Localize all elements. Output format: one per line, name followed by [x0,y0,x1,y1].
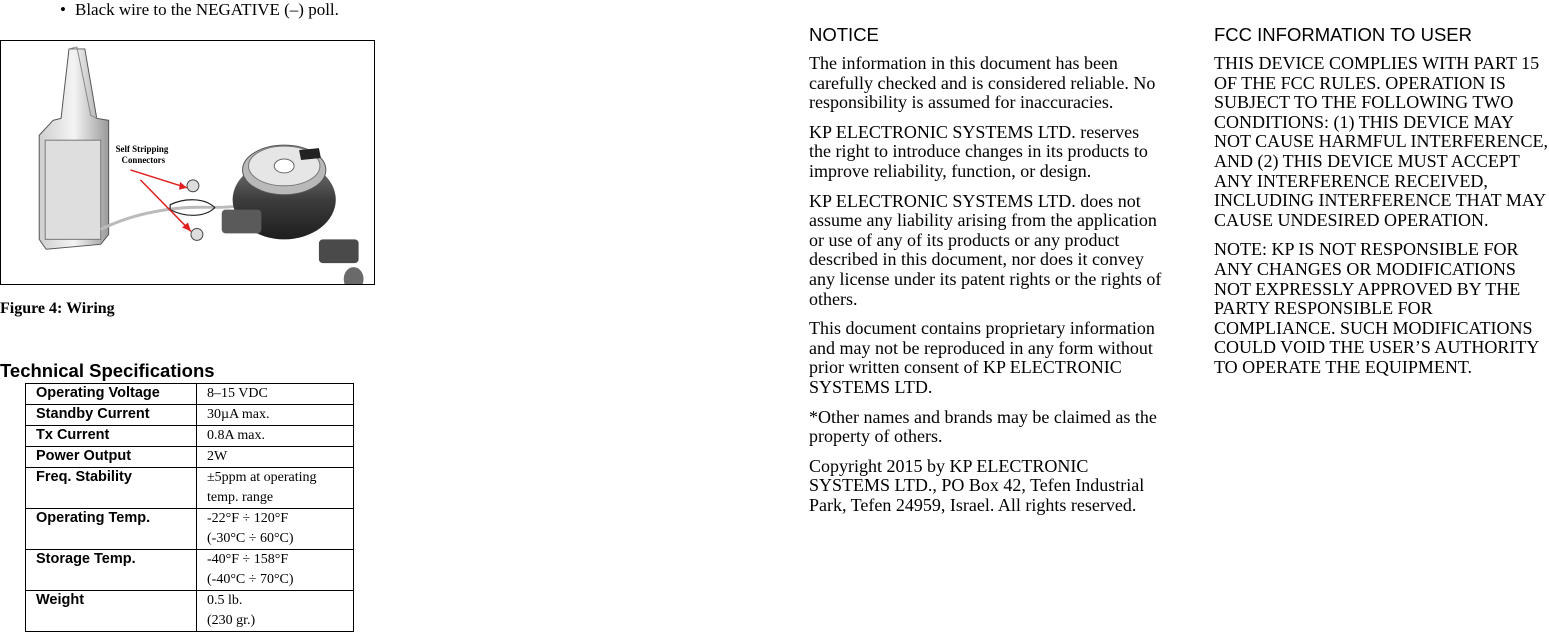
notice-paragraph: KP ELECTRONIC SYSTEMS LTD. reserves the right to introduce changes in its products to improve reliability, function, or design. [809,121,1148,181]
table-row [26,426,354,447]
table-row [26,405,354,426]
table-row [26,468,354,509]
spec-value [197,468,354,509]
spec-value [197,405,354,426]
wiring-figure [0,40,375,285]
table-row [26,591,354,632]
spec-value-line: 0.5 lb. [207,593,243,608]
figure-caption: Figure 4: Wiring [0,300,115,317]
spec-value-line: 2W [207,449,228,464]
spec-value-line: (-40°C ÷ 70°C) [207,572,294,587]
bullet-symbol: • [60,0,66,19]
fcc-heading: FCC INFORMATION TO USER [1214,24,1472,45]
spec-value [197,509,354,550]
spec-value [197,447,354,468]
spec-value-line: temp. range [207,490,274,505]
table-row [26,384,354,405]
spec-value [197,384,354,405]
spec-value-line: 0.8A max. [207,428,265,443]
wiring-bullet [60,0,380,19]
figure-annotation-2: Connectors [121,154,166,165]
water-meter [222,145,364,284]
notice-paragraph: KP ELECTRONIC SYSTEMS LTD. does not assume any liability arising from the application or use of any of its products or any product described in this document, nor does it convey any license under its patent rights or the rights of others. [809,190,1162,309]
notice-paragraph: Copyright 2015 by KP ELECTRONIC SYSTEMS LTD., PO Box 42, Tefen Industrial Park, Tefen 24959, Israel. All rights reserved. [809,455,1145,515]
bullet-text: Black wire to the NEGATIVE (–) poll. [75,0,339,19]
spec-value-line: 30µA max. [207,407,270,422]
spec-label: Operating Voltage [26,384,197,405]
notice-paragraph: The information in this document has been carefully checked and is considered reliable. No responsibility is assumed for inaccuracies. [809,53,1156,113]
spec-label: Tx Current [26,426,197,447]
fcc-paragraph: THIS DEVICE COMPLIES WITH PART 15 OF THE FCC RULES. OPERATION IS SUBJECT TO THE FOLLOWING TWO CONDITIONS: (1) THIS DEVICE MAY NOT CAUSE HARMFUL INTERFERENCE, AND (2) THIS DEVICE MUST ACCEPT ANY INTERFERENCE RECEIVED, INCLUDING INTERFERENCE THAT MAY CAUSE UNDESIRED OPERATION. [1214,53,1549,230]
notice-section [809,24,1164,525]
table-row [26,447,354,468]
fcc-section [1214,24,1549,388]
spec-label: Weight [26,591,197,632]
fcc-paragraph: NOTE: KP IS NOT RESPONSIBLE FOR ANY CHANGES OR MODIFICATIONS NOT EXPRESSLY APPROVED BY THE PARTY RESPONSIBLE FOR COMPLIANCE. SUCH MODIFICATIONS COULD VOID THE USER’S AUTHORITY TO OPERATE THE EQUIPMENT. [1214,239,1539,377]
spec-value-line: ±5ppm at operating [207,470,317,485]
spec-label: Operating Temp. [26,509,197,550]
spec-value-line: -40°F ÷ 158°F [207,552,289,567]
spec-value-line: (230 gr.) [207,613,256,628]
notice-heading: NOTICE [809,24,879,45]
table-row [26,509,354,550]
spec-label: Power Output [26,447,197,468]
wiring-illustration [1,41,374,284]
spec-value-line: -22°F ÷ 120°F [207,511,289,526]
notice-paragraph: This document contains proprietary information and may not be reproduced in any form without prior written consent of KP ELECTRONIC SYSTEMS LTD. [809,318,1155,397]
transmitter-device [39,47,108,249]
spec-value [197,550,354,591]
notice-paragraph: *Other names and brands may be claimed as the property of others. [809,406,1157,447]
figure-annotation-1: Self Stripping [115,144,169,155]
spec-label: Standby Current [26,405,197,426]
spec-value [197,426,354,447]
spec-label: Storage Temp. [26,550,197,591]
specs-table [25,383,354,632]
spec-value-line: (-30°C ÷ 60°C) [207,531,294,546]
table-row [26,550,354,591]
spec-value-line: 8–15 VDC [207,386,268,401]
spec-value [197,591,354,632]
specs-heading: Technical Specifications [0,360,215,381]
spec-label: Freq. Stability [26,468,197,509]
